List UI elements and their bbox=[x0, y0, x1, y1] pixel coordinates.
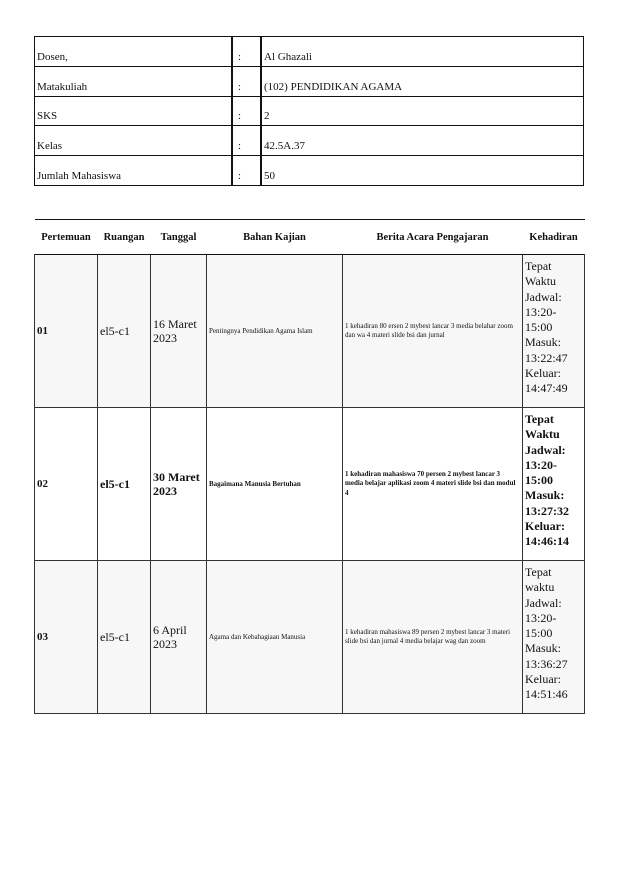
cell-pertemuan: 03 bbox=[35, 561, 98, 714]
header-bahan-kajian: Bahan Kajian bbox=[243, 231, 306, 243]
cell-bahan-kajian: Bagaimana Manusia Bertuhan bbox=[207, 408, 343, 561]
info-label: Dosen, bbox=[35, 37, 233, 67]
info-value: 50 bbox=[261, 156, 584, 186]
cell-berita-acara: 1 kehadiran mahasiswa 70 persen 2 mybest lancar 3 media belajar aplikasi zoom 4 materi slide bsi dan modul 4 bbox=[343, 408, 523, 561]
header-ruangan: Ruangan bbox=[103, 231, 145, 243]
info-label: Jumlah Mahasiswa bbox=[35, 156, 233, 186]
info-separator: : bbox=[232, 156, 261, 186]
header-pertemuan: Pertemuan bbox=[41, 231, 91, 243]
table-row bbox=[35, 408, 585, 561]
info-separator: : bbox=[232, 37, 261, 67]
cell-ruangan: el5-c1 bbox=[98, 255, 151, 408]
info-separator: : bbox=[232, 96, 261, 126]
info-value: 42.5A.37 bbox=[261, 126, 584, 156]
info-value: Al Ghazali bbox=[261, 37, 584, 67]
cell-pertemuan: 01 bbox=[35, 255, 98, 408]
cell-kehadiran: Tepat Waktu Jadwal: 13:20-15:00 Masuk: 13:27:32 Keluar: 14:46:14 bbox=[523, 408, 585, 561]
header-berita-acara: Berita Acara Pengajaran bbox=[376, 231, 489, 243]
course-info-table bbox=[34, 36, 584, 186]
table-row bbox=[35, 561, 585, 714]
cell-tanggal: 6 April 2023 bbox=[151, 561, 207, 714]
cell-berita-acara: 1 kehadiran 80 ersen 2 mybest lancar 3 media belahar zoom dan wa 4 materi slide bsi dan jurnal bbox=[343, 255, 523, 408]
cell-tanggal: 16 Maret 2023 bbox=[151, 255, 207, 408]
info-row-jumlah-mahasiswa bbox=[35, 156, 584, 186]
cell-kehadiran: Tepat waktu Jadwal: 13:20-15:00 Masuk: 13:36:27 Keluar: 14:51:46 bbox=[523, 561, 585, 714]
info-label: Kelas bbox=[35, 126, 233, 156]
info-label: Matakuliah bbox=[35, 66, 233, 96]
info-value: (102) PENDIDIKAN AGAMA bbox=[261, 66, 584, 96]
info-value: 2 bbox=[261, 96, 584, 126]
info-row-sks bbox=[35, 96, 584, 126]
info-row-dosen bbox=[35, 37, 584, 67]
info-label: SKS bbox=[35, 96, 233, 126]
info-row-matakuliah bbox=[35, 66, 584, 96]
header-kehadiran: Kehadiran bbox=[529, 231, 578, 243]
header-tanggal: Tanggal bbox=[160, 231, 197, 243]
cell-bahan-kajian: Agama dan Kebahagiaan Manusia bbox=[207, 561, 343, 714]
cell-tanggal: 30 Maret 2023 bbox=[151, 408, 207, 561]
info-separator: : bbox=[232, 126, 261, 156]
cell-kehadiran: Tepat Waktu Jadwal: 13:20-15:00 Masuk: 13:22:47 Keluar: 14:47:49 bbox=[523, 255, 585, 408]
info-row-kelas bbox=[35, 126, 584, 156]
table-header-row bbox=[35, 220, 585, 255]
table-row bbox=[35, 255, 585, 408]
cell-ruangan: el5-c1 bbox=[98, 408, 151, 561]
info-separator: : bbox=[232, 66, 261, 96]
cell-pertemuan: 02 bbox=[35, 408, 98, 561]
cell-ruangan: el5-c1 bbox=[98, 561, 151, 714]
cell-bahan-kajian: Pentingnya Pendidikan Agama Islam bbox=[207, 255, 343, 408]
meeting-log-table bbox=[34, 219, 585, 714]
cell-berita-acara: 1 kehadiran mahasiswa 89 persen 2 mybest lancar 3 materi slide bsi dan jurnal 4 media belajar wag dan zoom bbox=[343, 561, 523, 714]
